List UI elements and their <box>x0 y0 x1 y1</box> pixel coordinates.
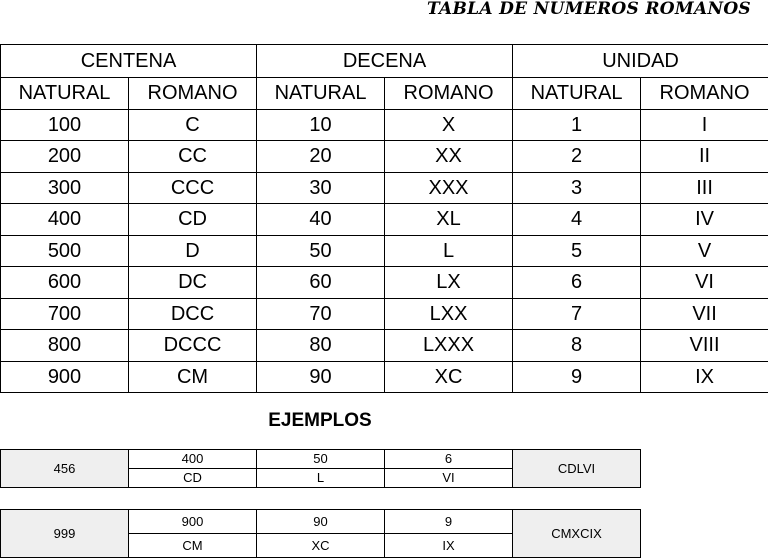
table-row <box>1 204 768 236</box>
cell-natural: 10 <box>257 109 385 141</box>
cell-romano: VII <box>641 298 768 330</box>
cell-natural: 70 <box>257 298 385 330</box>
cell-natural: 30 <box>257 172 385 204</box>
cell-romano: DCC <box>129 298 257 330</box>
cell-natural: 60 <box>257 267 385 299</box>
example-roman-value: XC <box>257 534 385 558</box>
cell-natural: 500 <box>1 235 129 267</box>
cell-romano: V <box>641 235 768 267</box>
cell-natural: 9 <box>513 361 641 393</box>
examples-heading: EJEMPLOS <box>268 410 372 431</box>
example-result: CDLVI <box>513 450 641 488</box>
table-row <box>1 361 768 393</box>
table-row <box>1 235 768 267</box>
cell-romano: C <box>129 109 257 141</box>
cell-romano: IX <box>641 361 768 393</box>
example-number: 999 <box>1 510 129 558</box>
cell-natural: 40 <box>257 204 385 236</box>
cell-natural: 300 <box>1 172 129 204</box>
cell-natural: 50 <box>257 235 385 267</box>
table-row <box>1 109 768 141</box>
table-row <box>1 267 768 299</box>
cell-natural: 80 <box>257 330 385 362</box>
cell-romano: IV <box>641 204 768 236</box>
example-result: CMXCIX <box>513 510 641 558</box>
cell-romano: VI <box>641 267 768 299</box>
table-row <box>1 298 768 330</box>
cell-romano: I <box>641 109 768 141</box>
example-natural-row <box>1 510 641 534</box>
cell-romano: XXX <box>385 172 513 204</box>
cell-romano: CC <box>129 141 257 173</box>
example-roman-value: VI <box>385 469 513 488</box>
column-header-natural: NATURAL <box>1 78 129 110</box>
example-table <box>0 509 641 558</box>
cell-romano: LXX <box>385 298 513 330</box>
cell-romano: XL <box>385 204 513 236</box>
cell-romano: CM <box>129 361 257 393</box>
example-natural-value: 900 <box>129 510 257 534</box>
table-row <box>1 141 768 173</box>
column-header-row <box>1 78 768 110</box>
cell-romano: DCCC <box>129 330 257 362</box>
column-header-romano: ROMANO <box>641 78 768 110</box>
cell-natural: 800 <box>1 330 129 362</box>
page-title: TABLA DE NUMEROS ROMANOS <box>427 0 751 19</box>
cell-romano: III <box>641 172 768 204</box>
cell-natural: 700 <box>1 298 129 330</box>
cell-natural: 7 <box>513 298 641 330</box>
roman-numerals-table <box>0 44 768 393</box>
cell-natural: 90 <box>257 361 385 393</box>
group-header-decena: DECENA <box>257 45 513 78</box>
cell-romano: X <box>385 109 513 141</box>
group-header-centena: CENTENA <box>1 45 257 78</box>
example-roman-value: CD <box>129 469 257 488</box>
cell-natural: 600 <box>1 267 129 299</box>
cell-natural: 900 <box>1 361 129 393</box>
cell-romano: L <box>385 235 513 267</box>
example-natural-value: 9 <box>385 510 513 534</box>
cell-romano: CCC <box>129 172 257 204</box>
example-natural-value: 400 <box>129 450 257 469</box>
cell-natural: 3 <box>513 172 641 204</box>
column-header-romano: ROMANO <box>129 78 257 110</box>
column-header-romano: ROMANO <box>385 78 513 110</box>
table-row <box>1 172 768 204</box>
cell-natural: 20 <box>257 141 385 173</box>
cell-natural: 8 <box>513 330 641 362</box>
cell-natural: 100 <box>1 109 129 141</box>
column-header-natural: NATURAL <box>257 78 385 110</box>
cell-romano: XX <box>385 141 513 173</box>
group-header-unidad: UNIDAD <box>513 45 768 78</box>
group-header-row <box>1 45 768 78</box>
cell-natural: 2 <box>513 141 641 173</box>
example-natural-row <box>1 450 641 469</box>
example-natural-value: 50 <box>257 450 385 469</box>
example-table <box>0 449 641 488</box>
cell-romano: XC <box>385 361 513 393</box>
cell-natural: 6 <box>513 267 641 299</box>
example-roman-value: CM <box>129 534 257 558</box>
cell-romano: DC <box>129 267 257 299</box>
cell-romano: VIII <box>641 330 768 362</box>
cell-natural: 200 <box>1 141 129 173</box>
cell-romano: LXXX <box>385 330 513 362</box>
cell-romano: II <box>641 141 768 173</box>
example-natural-value: 6 <box>385 450 513 469</box>
cell-romano: CD <box>129 204 257 236</box>
example-roman-value: L <box>257 469 385 488</box>
table-body <box>1 109 768 393</box>
column-header-natural: NATURAL <box>513 78 641 110</box>
cell-romano: D <box>129 235 257 267</box>
example-natural-value: 90 <box>257 510 385 534</box>
cell-natural: 4 <box>513 204 641 236</box>
cell-natural: 5 <box>513 235 641 267</box>
cell-natural: 400 <box>1 204 129 236</box>
table-row <box>1 330 768 362</box>
example-number: 456 <box>1 450 129 488</box>
example-roman-value: IX <box>385 534 513 558</box>
cell-romano: LX <box>385 267 513 299</box>
cell-natural: 1 <box>513 109 641 141</box>
